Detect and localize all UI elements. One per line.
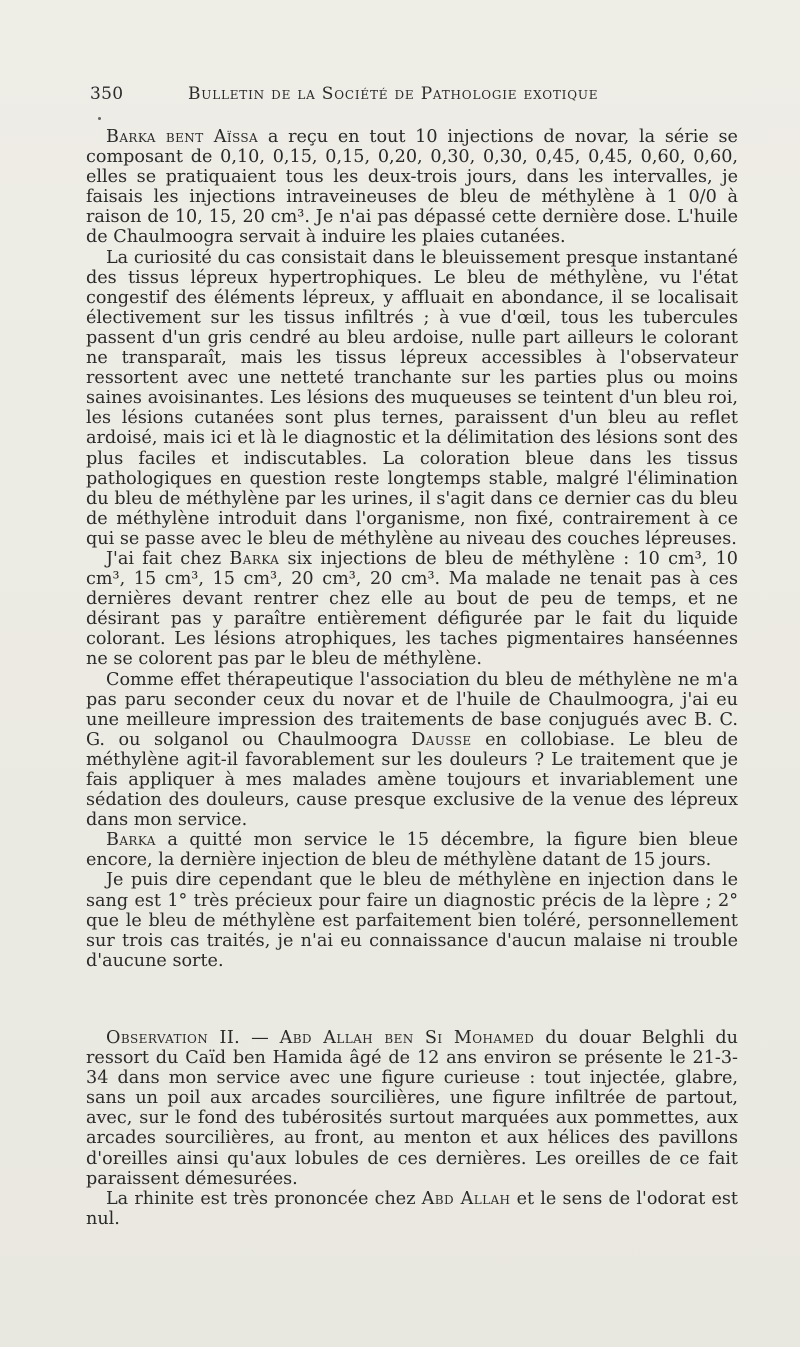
print-speck	[98, 117, 101, 120]
patient-name: Barka bent Aïssa	[106, 127, 259, 147]
patient-name: Barka	[106, 830, 156, 851]
page-number: 350	[90, 84, 124, 104]
paragraph-1	[86, 127, 738, 248]
running-title: Bulletin de la Société de Pathologie exotique	[188, 84, 599, 104]
paragraph-4	[86, 670, 738, 831]
paragraph-text: —	[240, 1027, 280, 1048]
body-text	[86, 127, 738, 1229]
paragraph-text: a quitté mon service le 15 décembre, la figure bien bleue encore, la dernière injection de bleu de méthylène datant de 15 jours.	[86, 830, 738, 871]
paragraph-text-after: du douar Belghli du ressort du Caïd ben Hamida âgé de 12 ans environ se présente le 21-3-34 dans mon service avec une figure curieuse : tout injectée, glabre, sans un poil aux arcades sourcilières, une figure infiltrée de partout, avec, sur le fond des tubérosités surtout marquées aux pommettes, aux arcades sourcilières, au front, au menton et aux hélices des pavillons d'oreilles ainsi qu'aux lobules de ces dernières. Les oreilles de ce fait paraissent démesurées.	[86, 1027, 739, 1189]
paragraph-text-after: six injections de bleu de méthylène : 10 cm³, 10 cm³, 15 cm³, 15 cm³, 20 cm³, 20 cm³. Ma malade ne tenait pas à ces dernières devant rentrer chez elle au bout de peu de temps, et ne désirant pas y paraître entièrement défigurée par le fait du liquide colorant. Les lésions atrophiques, les taches pigmentaires hanséennes ne se colorent pas par le bleu de méthylène.	[86, 548, 738, 670]
paragraph-text: Je puis dire cependant que le bleu de méthylène en injection dans le sang est 1° très précieux pour faire un diagnostic précis de la lèpre ; 2° que le bleu de méthylène est parfaitement bien toléré, personnellement sur trois cas traités, je n'ai eu connaissance d'aucun malaise ni trouble d'aucune sorte.	[86, 870, 738, 971]
paragraph-7	[86, 1028, 738, 1189]
paragraph-text-after: en collobiase. Le bleu de méthylène agit-il favorablement sur les douleurs ? Le traitement que je fais appliquer à mes malades amène toujours et invariablement une sédation des douleurs, cause presque exclusive de la venue des lépreux dans mon service.	[86, 729, 738, 831]
observation-heading: Observation II.	[106, 1027, 241, 1048]
patient-name: Abd Allah	[421, 1188, 511, 1209]
brand-name: Dausse	[411, 729, 472, 750]
paragraph-text: a reçu en tout 10 injections de novar, la série se composant de 0,10, 0,15, 0,15, 0,20, 0,30, 0,30, 0,45, 0,45, 0,60, 0,60, elles se pratiquaient tous les deux-trois jours, dans les intervalles, je faisais les injections intraveineuses de bleu de méthylène à 1 0/0 à raison de 10, 15, 20 cm³. Je n'ai pas dépassé cette dernière dose. L'huile de Chaulmoogra servait à induire les plaies cutanées.	[86, 127, 738, 248]
paragraph-text: J'ai fait chez	[106, 548, 230, 569]
paragraph-2	[86, 248, 738, 549]
paragraph-8	[86, 1189, 738, 1229]
paragraph-3	[86, 549, 738, 670]
patient-name: Barka	[229, 548, 280, 569]
paragraph-text: Comme effet thérapeutique l'association du bleu de méthylène ne m'a pas paru seconder ceux du novar et de l'huile de Chaulmoogra, j'ai eu une meilleure impression des traitements de base conjugués avec B. C. G. ou solganol ou Chaulmoogra	[86, 669, 738, 750]
paragraph-5	[86, 830, 738, 870]
paragraph-text: La rhinite est très prononcée chez	[106, 1188, 422, 1209]
paragraph-text-after: et le sens de l'odorat est nul.	[86, 1188, 738, 1229]
paragraph-6	[86, 870, 738, 970]
patient-name: Abd Allah ben Si Mohamed	[279, 1027, 535, 1048]
page-header	[90, 84, 730, 110]
section-gap	[86, 971, 738, 1028]
paragraph-text: La curiosité du cas consistait dans le bleuissement presque instantané des tissus lépreux hypertrophiques. Le bleu de méthylène, vu l'état congestif des éléments lépreux, y affluait en abondance, il se localisait électivement sur les tissus infiltrés ; à vue d'œil, tous les tubercules passent d'un gris cendré au bleu ardoise, nulle part ailleurs le colorant ne transparaît, mais les tissus lépreux accessibles à l'observateur ressortent avec une netteté tranchante sur les parties plus ou moins saines avoisinantes. Les lésions des muqueuses se teintent d'un bleu roi, les lésions cutanées sont plus ternes, paraissent d'un bleu au reflet ardoisé, mais ici et là le diagnostic et la délimitation des lésions sont des plus faciles et indiscutables. La coloration bleue dans les tissus pathologiques en question reste longtemps stable, malgré l'élimination du bleu de méthylène par les urines, il s'agit dans ce dernier cas du bleu de méthylène introduit dans l'organisme, non fixé, contrairement à ce qui se passe avec le bleu de méthylène au niveau des couches lépreuses.	[86, 247, 738, 549]
